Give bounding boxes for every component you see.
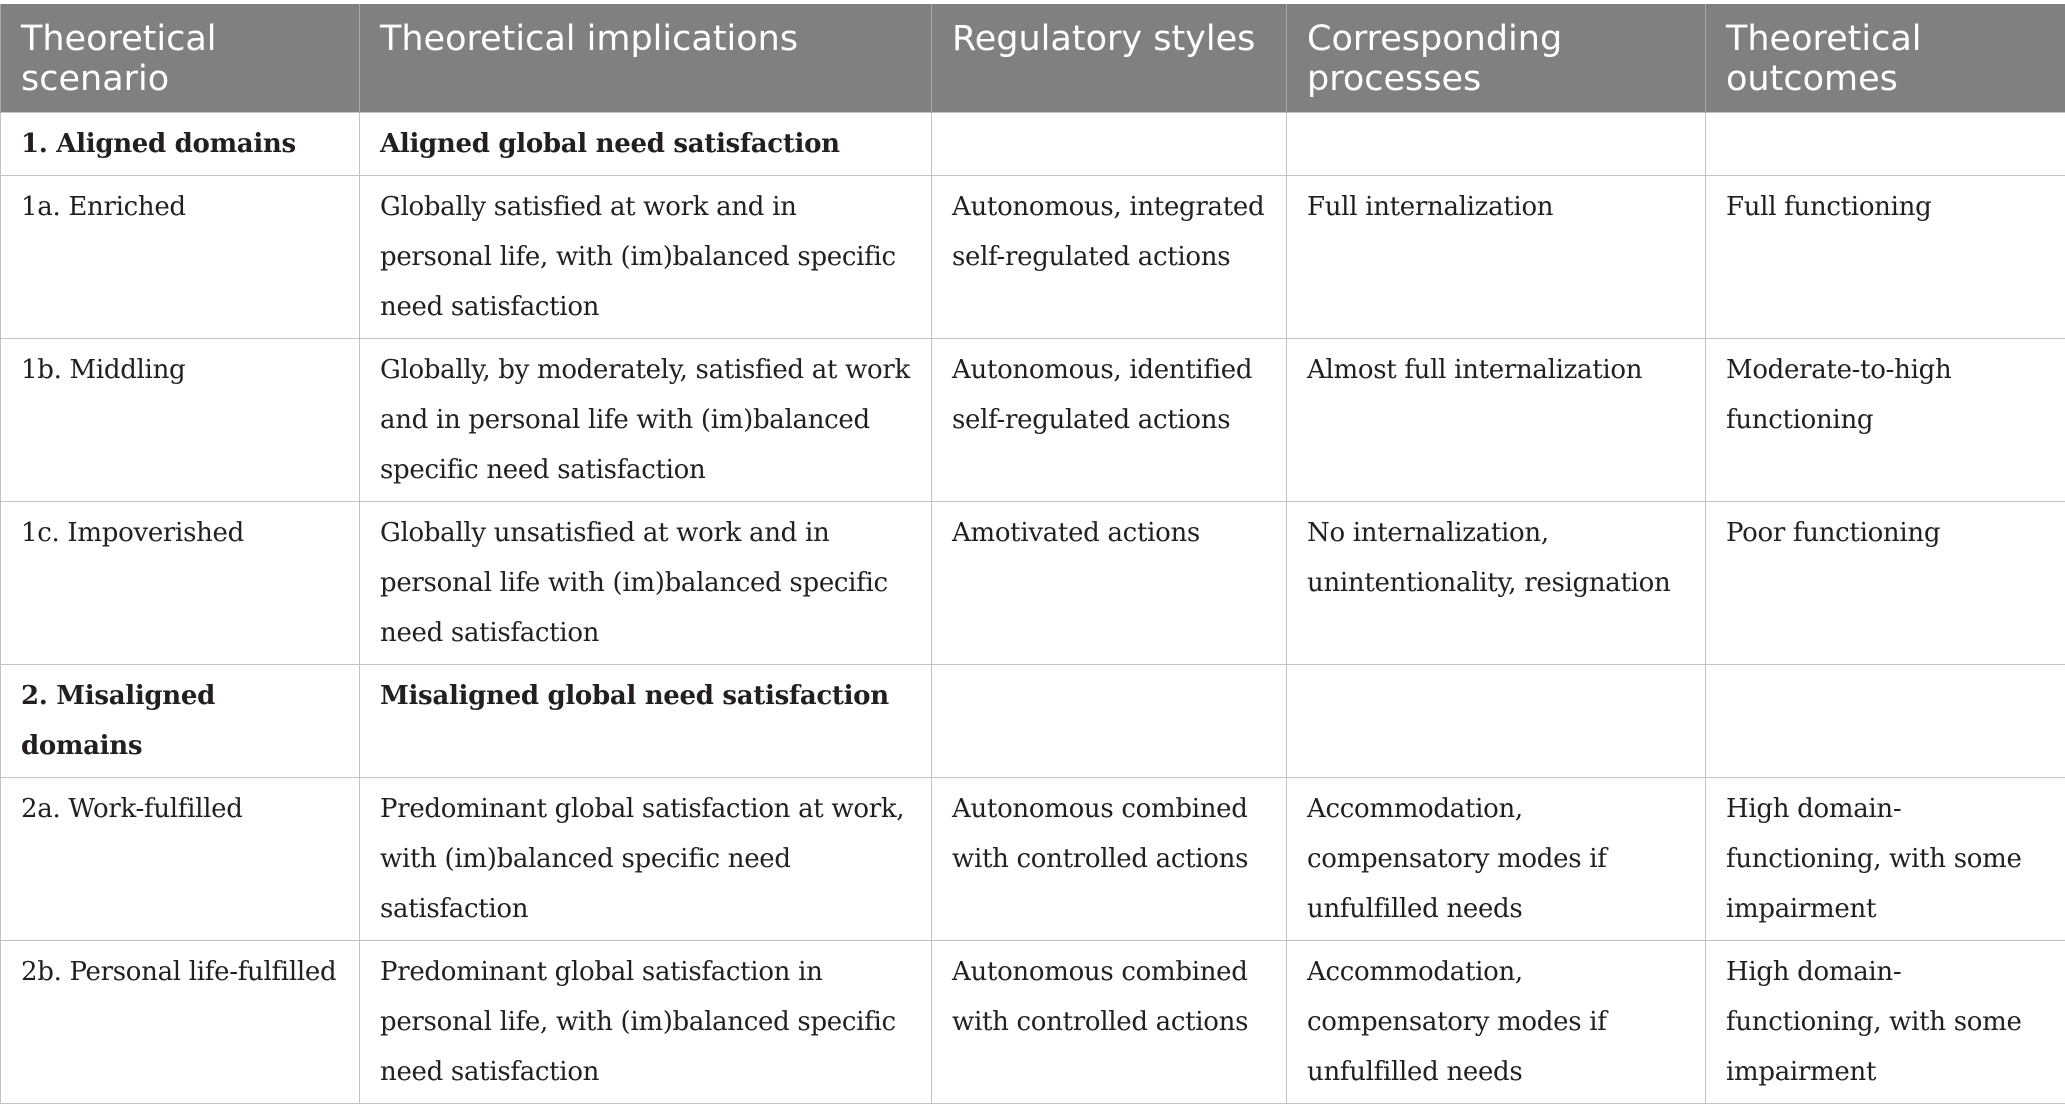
table-row-1c: [1, 502, 2065, 665]
table-cell: [932, 665, 1287, 778]
table-row-section-aligned: [1, 113, 2065, 176]
table-header: [1, 4, 2065, 113]
table-row-1a: [1, 176, 2065, 339]
table-cell: Globally, by moderately, satisfied at work and in personal life with (im)balanced specific need satisfaction: [360, 339, 932, 502]
table-cell: 2. Misaligned domains: [1, 665, 360, 778]
table-cell: High domain- functioning, with some impairment: [1706, 941, 2065, 1104]
table-row-2b: [1, 941, 2065, 1104]
table-cell: Accommodation, compensatory modes if unfulfilled needs: [1287, 941, 1706, 1104]
table-cell: 1b. Middling: [1, 339, 360, 502]
table-cell: Full internalization: [1287, 176, 1706, 339]
table-cell: [1287, 665, 1706, 778]
table-cell: Autonomous, identified self-regulated actions: [932, 339, 1287, 502]
table-cell: Full functioning: [1706, 176, 2065, 339]
table-cell: 2b. Personal life-fulfilled: [1, 941, 360, 1104]
table-cell: 2a. Work-fulfilled: [1, 778, 360, 941]
table-cell: [1287, 113, 1706, 176]
table-cell: Aligned global need satisfaction: [360, 113, 932, 176]
table-cell: Misaligned global need satisfaction: [360, 665, 932, 778]
table-row-1b: [1, 339, 2065, 502]
header-theoretical-implications: Theoretical implications: [360, 4, 932, 113]
table-cell: Globally satisfied at work and in personal life, with (im)balanced specific need satisfaction: [360, 176, 932, 339]
table-cell: 1. Aligned domains: [1, 113, 360, 176]
table-cell: Autonomous, integrated self-regulated actions: [932, 176, 1287, 339]
table-cell: Autonomous combined with controlled actions: [932, 941, 1287, 1104]
table-row-2a: [1, 778, 2065, 941]
table-cell: [1706, 665, 2065, 778]
table-cell: Moderate-to-high functioning: [1706, 339, 2065, 502]
table-cell: [1706, 113, 2065, 176]
table-cell: High domain- functioning, with some impairment: [1706, 778, 2065, 941]
table-cell: Amotivated actions: [932, 502, 1287, 665]
header-theoretical-scenario: Theoretical scenario: [1, 4, 360, 113]
table-cell: Almost full internalization: [1287, 339, 1706, 502]
table-cell: [932, 113, 1287, 176]
header-corresponding-processes: Corresponding processes: [1287, 4, 1706, 113]
table-cell: Predominant global satisfaction in personal life, with (im)balanced specific need satisfaction: [360, 941, 932, 1104]
table-cell: Accommodation, compensatory modes if unfulfilled needs: [1287, 778, 1706, 941]
header-theoretical-outcomes: Theoretical outcomes: [1706, 4, 2065, 113]
table-cell: 1a. Enriched: [1, 176, 360, 339]
table-cell: Poor functioning: [1706, 502, 2065, 665]
scenario-table: [0, 4, 2065, 1104]
scenario-table-container: [0, 4, 2065, 1104]
table-cell: Autonomous combined with controlled actions: [932, 778, 1287, 941]
table-cell: 1c. Impoverished: [1, 502, 360, 665]
table-row-section-misaligned: [1, 665, 2065, 778]
table-body: [1, 113, 2065, 1104]
header-row: [1, 4, 2065, 113]
table-cell: No internalization, unintentionality, resignation: [1287, 502, 1706, 665]
header-regulatory-styles: Regulatory styles: [932, 4, 1287, 113]
table-cell: Globally unsatisfied at work and in personal life with (im)balanced specific need satisfaction: [360, 502, 932, 665]
table-cell: Predominant global satisfaction at work, with (im)balanced specific need satisfaction: [360, 778, 932, 941]
